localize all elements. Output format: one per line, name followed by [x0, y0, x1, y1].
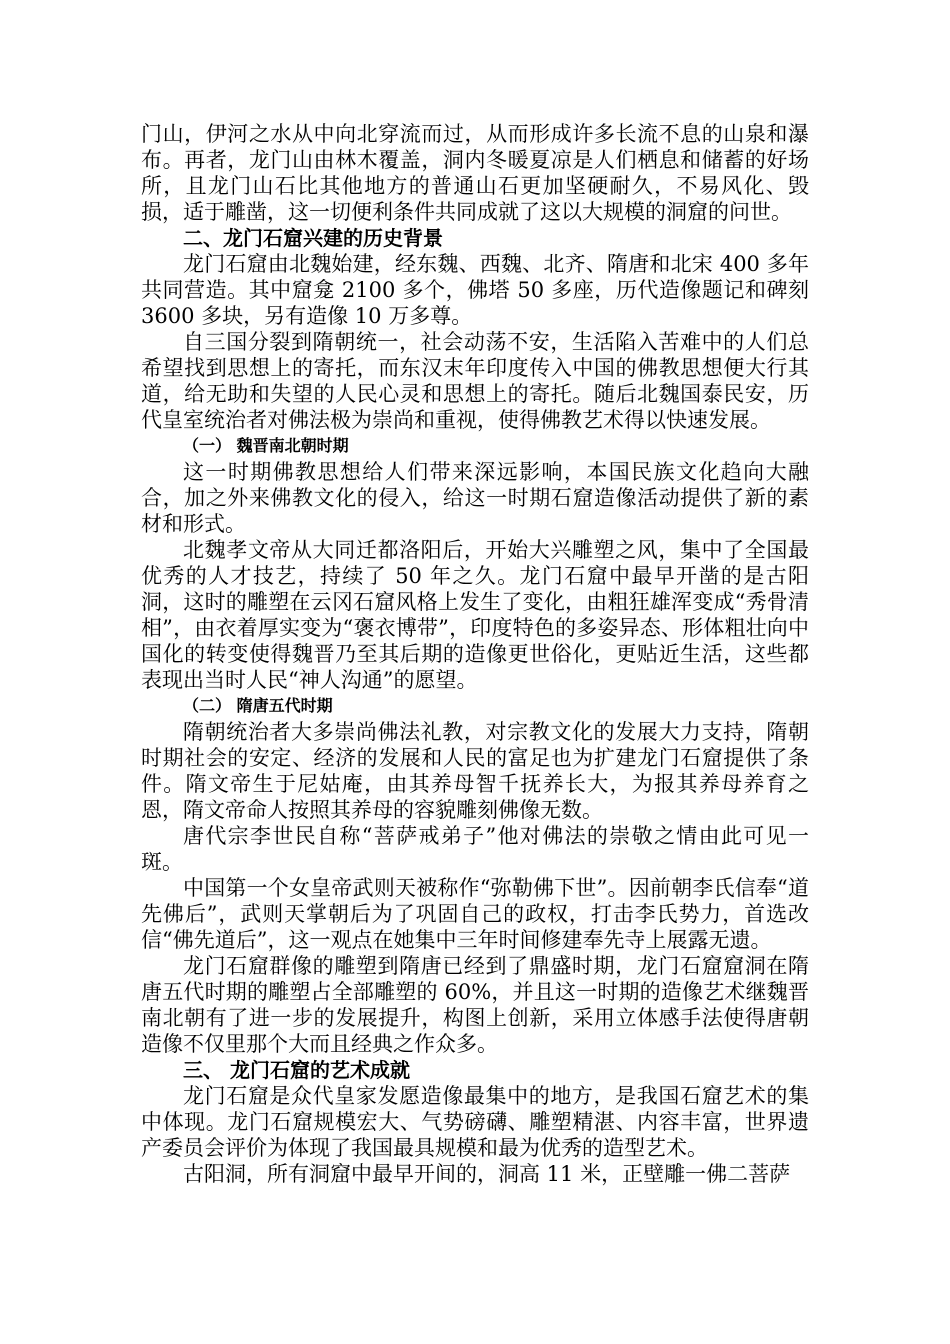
paragraph: 龙门石窟是众代皇家发愿造像最集中的地方，是我国石窟艺术的集中体现。龙门石窟规模宏大、气势磅礴、雕塑精湛、内容丰富，世界遗产委员会评价为体现了我国最具规模和最为优秀的造型艺术。 [141, 1084, 809, 1160]
paragraph: 唐代宗李世民自称“菩萨戒弟子”他对佛法的崇敬之情由此可见一斑。 [141, 824, 809, 874]
paragraph: 隋朝统治者大多崇尚佛法礼教，对宗教文化的发展大力支持，隋朝时期社会的安定、经济的发展和人民的富足也为扩建龙门石窟提供了条件。隋文帝生于尼姑庵，由其养母智千抚养长大，为报其养母养育之恩，隋文帝命人按照其养母的容貌雕刻佛像无数。 [141, 720, 809, 822]
paragraph: 自三国分裂到隋朝统一，社会动荡不安，生活陷入苦难中的人们总希望找到思想上的寄托，而东汉末年印度传入中国的佛教思想便大行其道，给无助和失望的人民心灵和思想上的寄托。随后北魏国泰民安，历代皇室统治者对佛法极为崇尚和重视，使得佛教艺术得以快速发展。 [141, 330, 809, 432]
subsection-heading-suitang: （二） 隋唐五代时期 [183, 696, 333, 715]
paragraph: 中国第一个女皇帝武则天被称作“弥勒佛下世”。因前朝李氏信奉“道先佛后”，武则天掌朝后为了巩固自己的政权，打击李氏势力，首选改信“佛先道后”，这一观点在她集中三年时间修建奉先寺上展露无遗。 [141, 876, 809, 952]
paragraph: 北魏孝文帝从大同迁都洛阳后，开始大兴雕塑之风，集中了全国最优秀的人才技艺，持续了 50 年之久。龙门石窟中最早开凿的是古阳洞，这时的雕塑在云冈石窟风格上发生了变化，由粗狂雄浑变成“秀骨清相”，由衣着厚实变为“褒衣博带”，印度特色的多姿异态、形体粗壮向中国化的转变使得魏晋乃至其后期的造像更世俗化，更贴近生活，这些都表现出当时人民“神人沟通”的愿望。 [141, 538, 809, 692]
section-heading-art: 三、 龙门石窟的艺术成就 [183, 1058, 410, 1082]
paragraph: 龙门石窟群像的雕塑到隋唐已经到了鼎盛时期，龙门石窟窟洞在隋唐五代时期的雕塑占全部雕塑的 60%，并且这一时期的造像艺术继魏晋南北朝有了进一步的发展提升，构图上创新，采用立体感手法使得唐朝造像不仅里那个大而且经典之作众多。 [141, 954, 809, 1056]
paragraph: 这一时期佛教思想给人们带来深远影响，本国民族文化趋向大融合，加之外来佛教文化的侵入，给这一时期石窟造像活动提供了新的素材和形式。 [141, 460, 809, 536]
paragraph: 古阳洞，所有洞窟中最早开间的，洞高 11 米，正壁雕一佛二菩萨 [183, 1162, 791, 1186]
section-heading-history: 二、龙门石窟兴建的历史背景 [183, 226, 443, 250]
document-body [141, 121, 809, 1187]
paragraph-continued: 门山，伊河之水从中向北穿流而过，从而形成许多长流不息的山泉和瀑布。再者，龙门山由林木覆盖，洞内冬暖夏凉是人们栖息和储蓄的好场所，且龙门山石比其他地方的普通山石更加坚硬耐久，不易风化、毁损，适于雕凿，这一切便利条件共同成就了这以大规模的洞窟的问世。 [141, 122, 809, 224]
paragraph: 龙门石窟由北魏始建，经东魏、西魏、北齐、隋唐和北宋 400 多年共同营造。其中窟龛 2100 多个，佛塔 50 多座，历代造像题记和碑刻 3600 多块，另有造像 10 万多尊。 [141, 252, 809, 328]
subsection-heading-weijin: （一） 魏晋南北朝时期 [183, 436, 349, 455]
